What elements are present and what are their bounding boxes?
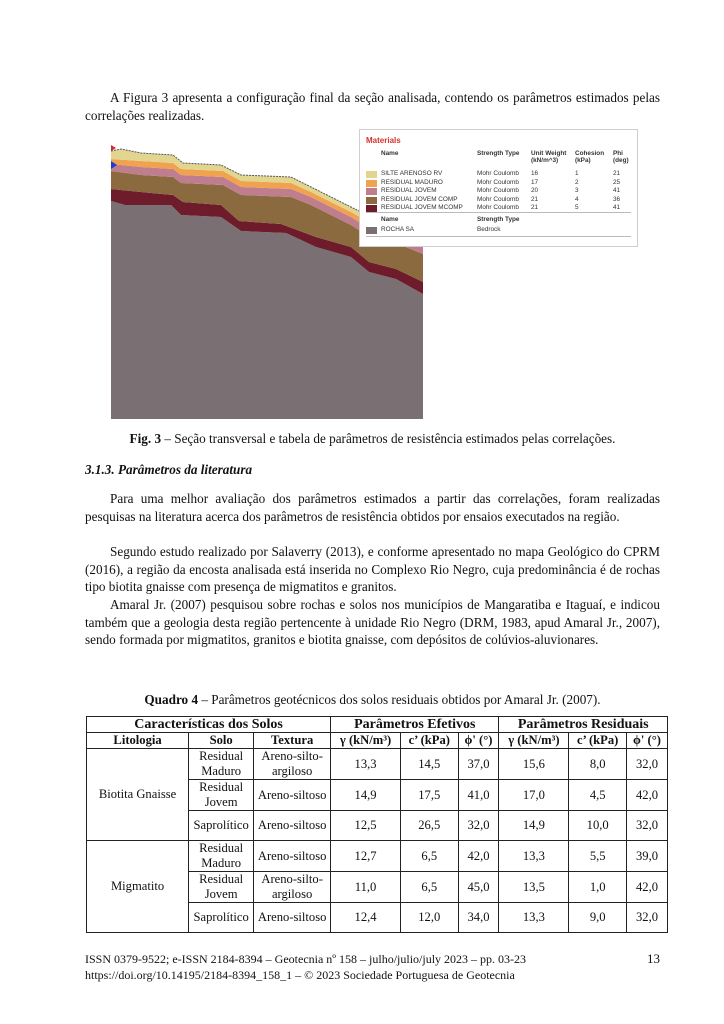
cell-value: 34,0 <box>458 903 499 933</box>
cell-value: 42,0 <box>627 872 668 903</box>
legend-header2-strength: Strength Type <box>477 216 520 223</box>
table-row <box>87 749 668 780</box>
legend-header2-name: Name <box>381 216 399 223</box>
legend-swatch <box>366 180 377 187</box>
paragraph-1: Para uma melhor avaliação dos parâmetros estimados a partir das correlações, foram realizadas pesquisas na literatura acerca dos parâmetros de resistência obtidos por ensaios executados na região. <box>85 491 660 524</box>
material-strength: Mohr Coulomb <box>477 178 519 186</box>
cell-value: 17,5 <box>401 780 459 811</box>
caption-text: – Seção transversal e tabela de parâmetros de resistência estimados pelas correlações. <box>161 431 616 446</box>
material-phi: 21 <box>613 170 621 177</box>
col-phi-efetivo: ϕ' (°) <box>458 733 499 749</box>
legend-swatch <box>366 197 377 204</box>
cell-value: 13,3 <box>331 749 401 780</box>
legend-swatch <box>366 205 377 212</box>
material-phi: 41 <box>613 204 621 211</box>
cell-solo: Residual Maduro <box>189 749 254 780</box>
cell-value: 45,0 <box>458 872 499 903</box>
cell-value: 1,0 <box>569 872 627 903</box>
cell-value: 5,5 <box>569 841 627 872</box>
cell-value: 6,5 <box>401 872 459 903</box>
legend-bedrock-name: ROCHA SA <box>381 226 415 233</box>
legend-divider <box>366 212 631 213</box>
legend-header-2 <box>366 216 631 225</box>
cell-value: 13,5 <box>499 872 569 903</box>
cell-litologia: Migmatito <box>87 841 189 933</box>
paragraph-3: Amaral Jr. (2007) pesquisou sobre rochas e solos nos municípios de Mangaratiba e Itaguaí, e indicou também que a geologia desta região pertencente à unidade Rio Negro (DRM, 1983, apud Amaral Jr., 2007), sendo formada por migmatitos, granitos e biotita gnaisse, com depósitos de colúvios-aluvionares. <box>85 597 660 648</box>
figure-3 <box>111 129 639 419</box>
legend-row-bedrock <box>366 226 631 235</box>
cell-solo: Residual Maduro <box>189 841 254 872</box>
legend-header-phi: Phi (deg) <box>613 150 629 164</box>
col-c-residual: c’ (kPa) <box>569 733 627 749</box>
cell-value: 14,9 <box>499 811 569 841</box>
cell-value: 26,5 <box>401 811 459 841</box>
table-row <box>87 841 668 872</box>
legend-header-strength: Strength Type <box>477 150 520 157</box>
cell-litologia: Biotita Gnaisse <box>87 749 189 841</box>
cell-value: 37,0 <box>458 749 499 780</box>
cell-value: 15,6 <box>499 749 569 780</box>
quadro-4-table <box>86 716 668 933</box>
cell-textura: Areno-siltoso <box>254 841 331 872</box>
col-gamma-efetivo: γ (kN/m³) <box>331 733 401 749</box>
cell-value: 17,0 <box>499 780 569 811</box>
material-strength: Mohr Coulomb <box>477 195 519 203</box>
col-solo: Solo <box>189 733 254 749</box>
col-phi-residual: ϕ' (°) <box>627 733 668 749</box>
paragraph-2: Segundo estudo realizado por Salaverry (2013), e conforme apresentado no mapa Geológico do CPRM (2016), a região da encosta analisada está inserida no Complexo Rio Negro, cuja predominância é de rochas tipo biotita gnaisse com presença de migmatitos e granitos. <box>85 544 660 595</box>
group-caracteristicas: Características dos Solos <box>87 717 331 733</box>
cell-value: 9,0 <box>569 903 627 933</box>
cell-solo: Saprolítico <box>189 903 254 933</box>
material-strength: Mohr Coulomb <box>477 170 519 177</box>
cell-textura: Areno-silto-argiloso <box>254 872 331 903</box>
cell-value: 10,0 <box>569 811 627 841</box>
cell-value: 32,0 <box>627 903 668 933</box>
material-name: RESIDUAL JOVEM MCOMP <box>381 204 463 211</box>
material-name: SILTE ARENOSO RV <box>381 170 443 177</box>
cell-value: 39,0 <box>627 841 668 872</box>
legend-header-cohesion: Cohesion (kPa) <box>575 150 605 164</box>
material-cohesion: 3 <box>575 187 579 194</box>
cell-value: 12,4 <box>331 903 401 933</box>
material-name: RESIDUAL JOVEM <box>381 187 437 194</box>
table-group-header-row <box>87 717 668 733</box>
cell-value: 32,0 <box>627 811 668 841</box>
cell-value: 14,5 <box>401 749 459 780</box>
legend-swatch-bedrock <box>366 227 377 234</box>
legend-bedrock-strength: Bedrock <box>477 226 501 233</box>
cell-value: 11,0 <box>331 872 401 903</box>
footer-issn: ISSN 0379-9522; e-ISSN 2184-8394 – Geotecnia nº 158 – julho/julio/july 2023 – pp. 03-23 <box>85 952 527 966</box>
legend-swatch <box>366 188 377 195</box>
material-phi: 25 <box>613 178 621 186</box>
intro-paragraph: A Figura 3 apresenta a configuração final da seção analisada, contendo os parâmetros estimados pelas correlações realizadas. <box>85 90 660 123</box>
group-efetivos: Parâmetros Efetivos <box>331 717 499 733</box>
cell-textura: Areno-siltoso <box>254 903 331 933</box>
cell-textura: Areno-siltoso <box>254 811 331 841</box>
material-phi: 36 <box>613 195 621 203</box>
material-cohesion: 1 <box>575 170 579 177</box>
cell-value: 8,0 <box>569 749 627 780</box>
material-name: RESIDUAL MADURO <box>381 178 443 186</box>
material-strength: Mohr Coulomb <box>477 187 519 194</box>
table-column-header-row <box>87 733 668 749</box>
legend-bottom-divider <box>366 236 631 237</box>
page-number: 13 <box>647 951 660 966</box>
cell-value: 12,0 <box>401 903 459 933</box>
quadro-label: Quadro 4 <box>144 692 199 707</box>
cell-value: 14,9 <box>331 780 401 811</box>
caption-label: Fig. 3 <box>129 431 162 446</box>
material-unit-weight: 16 <box>531 170 539 177</box>
cell-value: 6,5 <box>401 841 459 872</box>
cell-value: 12,5 <box>331 811 401 841</box>
cell-value: 13,3 <box>499 903 569 933</box>
cell-textura: Areno-siltoso <box>254 780 331 811</box>
cell-value: 4,5 <box>569 780 627 811</box>
legend-header-name: Name <box>381 150 399 157</box>
material-unit-weight: 20 <box>531 187 539 194</box>
material-unit-weight: 21 <box>531 195 539 203</box>
materials-legend <box>359 129 638 247</box>
material-cohesion: 5 <box>575 204 579 211</box>
footer-doi: https://doi.org/10.14195/2184-8394_158_1 – © 2023 Sociedade Portuguesa de Geotecnia <box>85 968 515 982</box>
cell-textura: Areno-silto-argiloso <box>254 749 331 780</box>
material-strength: Mohr Coulomb <box>477 204 519 211</box>
col-c-efetivo: c’ (kPa) <box>401 733 459 749</box>
material-cohesion: 4 <box>575 195 579 203</box>
material-cohesion: 2 <box>575 178 579 186</box>
figure-caption <box>85 431 660 447</box>
col-textura: Textura <box>254 733 331 749</box>
material-phi: 41 <box>613 187 621 194</box>
cell-value: 32,0 <box>458 811 499 841</box>
cell-value: 41,0 <box>458 780 499 811</box>
material-unit-weight: 17 <box>531 178 539 186</box>
footer <box>85 951 526 983</box>
cell-solo: Residual Jovem <box>189 872 254 903</box>
cell-value: 42,0 <box>458 841 499 872</box>
legend-swatch <box>366 171 377 178</box>
legend-title: Materials <box>366 136 401 145</box>
group-residuais: Parâmetros Residuais <box>499 717 668 733</box>
quadro-title <box>85 692 660 708</box>
material-unit-weight: 21 <box>531 204 539 211</box>
cell-value: 13,3 <box>499 841 569 872</box>
legend-header <box>366 150 631 166</box>
section-heading: 3.1.3. Parâmetros da literatura <box>85 462 253 477</box>
col-litologia: Litologia <box>87 733 189 749</box>
cell-value: 12,7 <box>331 841 401 872</box>
quadro-title-text: – Parâmetros geotécnicos dos solos residuais obtidos por Amaral Jr. (2007). <box>198 692 601 707</box>
legend-header-unit-weight: Unit Weight (kN/m^3) <box>531 150 567 164</box>
col-gamma-residual: γ (kN/m³) <box>499 733 569 749</box>
material-name: RESIDUAL JOVEM COMP <box>381 195 458 203</box>
cell-value: 42,0 <box>627 780 668 811</box>
cell-solo: Residual Jovem <box>189 780 254 811</box>
cell-value: 32,0 <box>627 749 668 780</box>
cell-solo: Saprolítico <box>189 811 254 841</box>
